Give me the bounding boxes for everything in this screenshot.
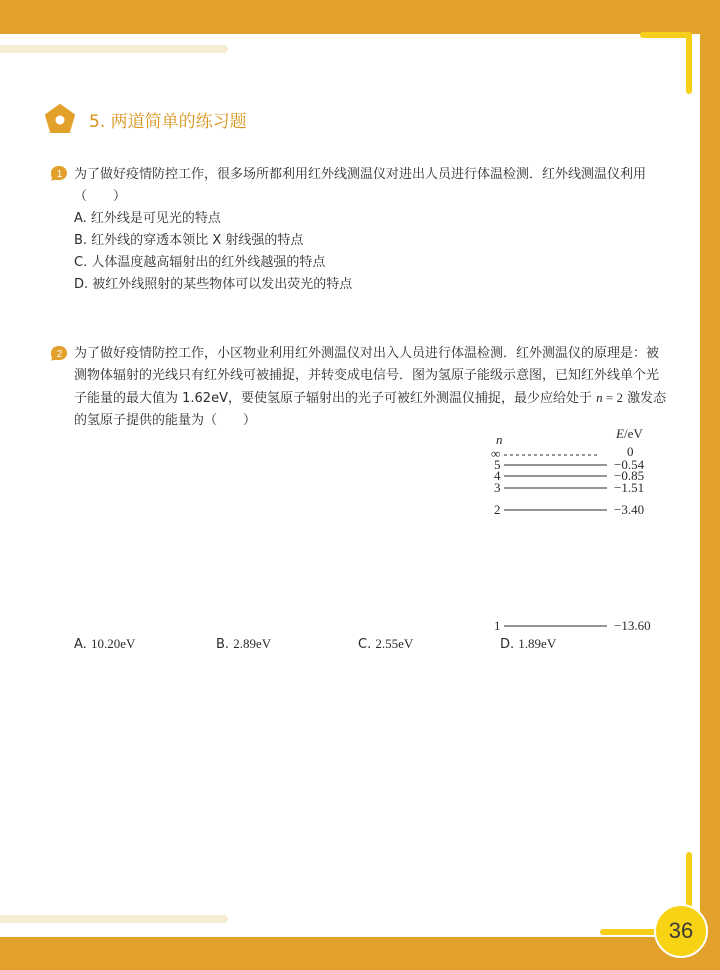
question-1-option-b[interactable]: B. 红外线的穿透本领比 X 射线强的特点 bbox=[74, 233, 304, 248]
question-number-badge-1 bbox=[50, 165, 68, 181]
level-e-1: −13.60 bbox=[614, 618, 651, 633]
question-1-option-d[interactable]: D. 被红外线照射的某些物体可以发出荧光的特点 bbox=[74, 277, 353, 292]
question-2-stem: 为了做好疫情防控工作，小区物业利用红外测温仪对出入人员进行体温检测．红外测温仪的原理是：被测物体辐射的光线只有红外线可被捕捉，并转变成电信号．图为氢原子能级示意图，已知红外线单个光子能量的最大值为 1.62eV，要使氢原子辐射出的光子可被红外测温仪捕捉，最少应给处于 n = 2 激发态的氢原子提供的能量为（ ） bbox=[74, 346, 667, 428]
page-number: 36 bbox=[654, 904, 708, 958]
question-2-choice-d[interactable]: D. 1.89eV bbox=[500, 636, 557, 652]
corner-decor bbox=[686, 32, 692, 94]
level-n-3: 3 bbox=[494, 480, 501, 495]
level-n-5: 5 bbox=[494, 457, 501, 472]
diagram-e-label: E/eV bbox=[616, 426, 643, 441]
decor-bar-bottom bbox=[0, 915, 228, 923]
svg-text:2: 2 bbox=[56, 349, 63, 360]
level-n-inf: ∞ bbox=[491, 446, 501, 461]
decor-bar-top bbox=[0, 45, 228, 53]
level-n-4: 4 bbox=[494, 468, 501, 483]
question-1-option-c[interactable]: C. 人体温度越高辐射出的红外线越强的特点 bbox=[74, 255, 326, 270]
diagram-n-label: n bbox=[496, 432, 503, 447]
level-e-inf: 0 bbox=[627, 444, 634, 459]
pentagon-icon bbox=[45, 104, 75, 134]
level-n-2: 2 bbox=[494, 502, 501, 517]
level-n-1: 1 bbox=[494, 618, 501, 633]
svg-text:1: 1 bbox=[56, 169, 63, 180]
level-e-2: −3.40 bbox=[614, 502, 645, 517]
section-title: 5. 两道简单的练习题 bbox=[89, 112, 247, 132]
corner-decor bbox=[640, 32, 692, 38]
question-2-choice-c[interactable]: C. 2.55eV bbox=[358, 636, 414, 652]
question-1-option-a[interactable]: A. 红外线是可见光的特点 bbox=[74, 211, 221, 226]
energy-level-diagram bbox=[480, 424, 670, 644]
level-e-3: −1.51 bbox=[614, 480, 645, 495]
question-1-stem: 为了做好疫情防控工作，很多场所都利用红外线测温仪对进出人员进行体温检测．红外线测温仪利用（ ） bbox=[74, 167, 647, 204]
level-e-5: −0.54 bbox=[614, 457, 645, 472]
question-number-badge-2 bbox=[50, 345, 68, 361]
question-2-choice-b[interactable]: B. 2.89eV bbox=[216, 636, 272, 652]
level-e-4: −0.85 bbox=[614, 468, 645, 483]
question-2-choice-a[interactable]: A. 10.20eV bbox=[74, 636, 136, 652]
